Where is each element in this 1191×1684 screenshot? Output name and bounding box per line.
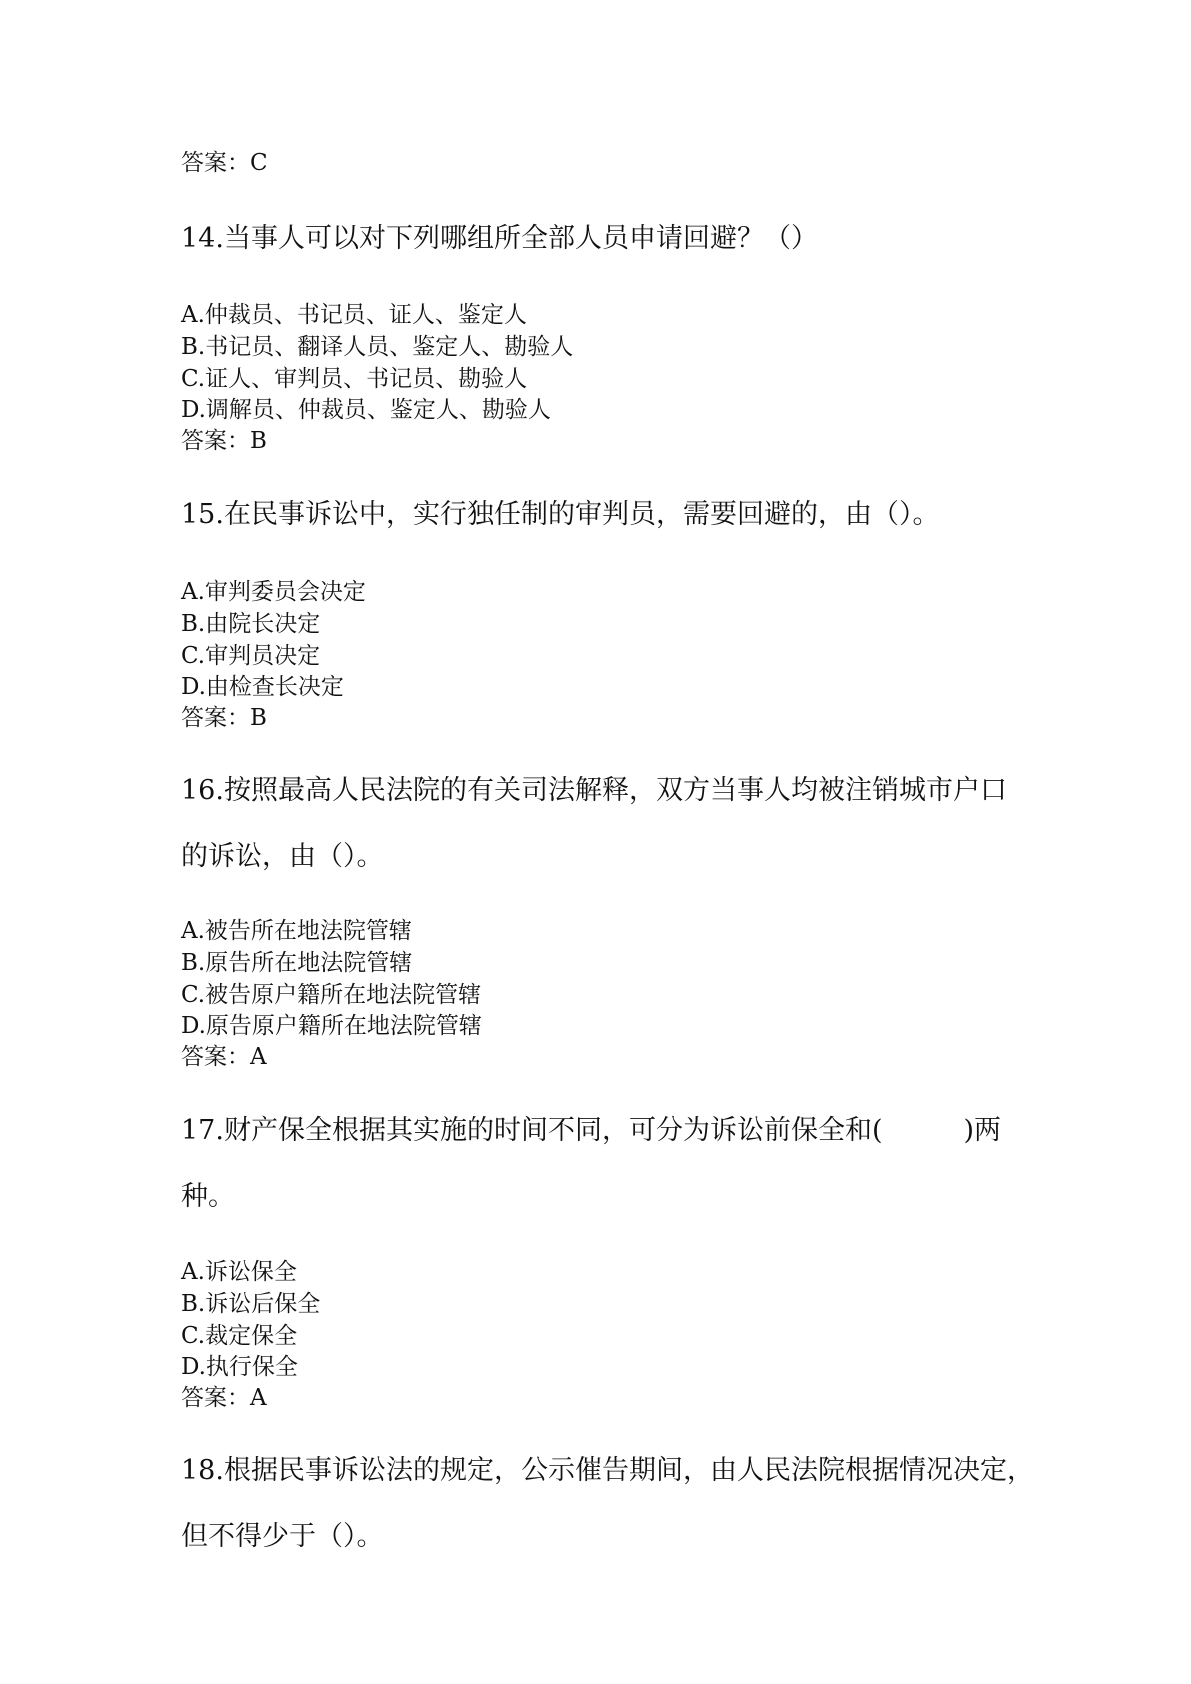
q16-question-line1: 16.按照最高人民法院的有关司法解释，双方当事人均被注销城市户口 <box>181 775 1007 806</box>
q16-question-line2: 的诉讼，由（）。 <box>181 841 384 872</box>
q16-answer: 答案：A <box>181 1044 267 1070</box>
q14-option-b: B.书记员、翻译人员、鉴定人、勘验人 <box>181 334 574 360</box>
q14-answer: 答案：B <box>181 428 267 454</box>
q17-option-c: C.裁定保全 <box>181 1323 298 1349</box>
q14-option-a: A.仲裁员、书记员、证人、鉴定人 <box>181 302 527 328</box>
q15-answer: 答案：B <box>181 705 267 731</box>
q16-option-b: B.原告所在地法院管辖 <box>181 950 413 976</box>
q16-option-a: A.被告所在地法院管辖 <box>181 918 412 944</box>
q17-question-line2: 种。 <box>181 1181 235 1212</box>
q17-option-a: A.诉讼保全 <box>181 1259 297 1285</box>
q15-question: 15.在民事诉讼中，实行独任制的审判员，需要回避的，由（）。 <box>181 499 940 530</box>
q14-option-c: C.证人、审判员、书记员、勘验人 <box>181 366 528 392</box>
q15-option-d: D.由检查长决定 <box>181 674 344 700</box>
q17-option-d: D.执行保全 <box>181 1354 298 1380</box>
q18-question-line1: 18.根据民事诉讼法的规定，公示催告期间，由人民法院根据情况决定， <box>181 1455 1034 1486</box>
q13-answer: 答案：C <box>181 150 268 176</box>
q16-option-d: D.原告原户籍所在地法院管辖 <box>181 1013 482 1039</box>
q15-option-c: C.审判员决定 <box>181 643 321 669</box>
q14-option-d: D.调解员、仲裁员、鉴定人、勘验人 <box>181 397 551 423</box>
q17-option-b: B.诉讼后保全 <box>181 1291 321 1317</box>
q17-question-line1: 17.财产保全根据其实施的时间不同，可分为诉讼前保全和( )两 <box>181 1115 1002 1146</box>
q16-option-c: C.被告原户籍所在地法院管辖 <box>181 982 482 1008</box>
q15-option-a: A.审判委员会决定 <box>181 579 366 605</box>
q15-option-b: B.由院长决定 <box>181 611 321 637</box>
q14-question: 14.当事人可以对下列哪组所全部人员申请回避？（） <box>181 223 818 254</box>
q17-answer: 答案：A <box>181 1385 267 1411</box>
q18-question-line2: 但不得少于（）。 <box>181 1521 384 1552</box>
